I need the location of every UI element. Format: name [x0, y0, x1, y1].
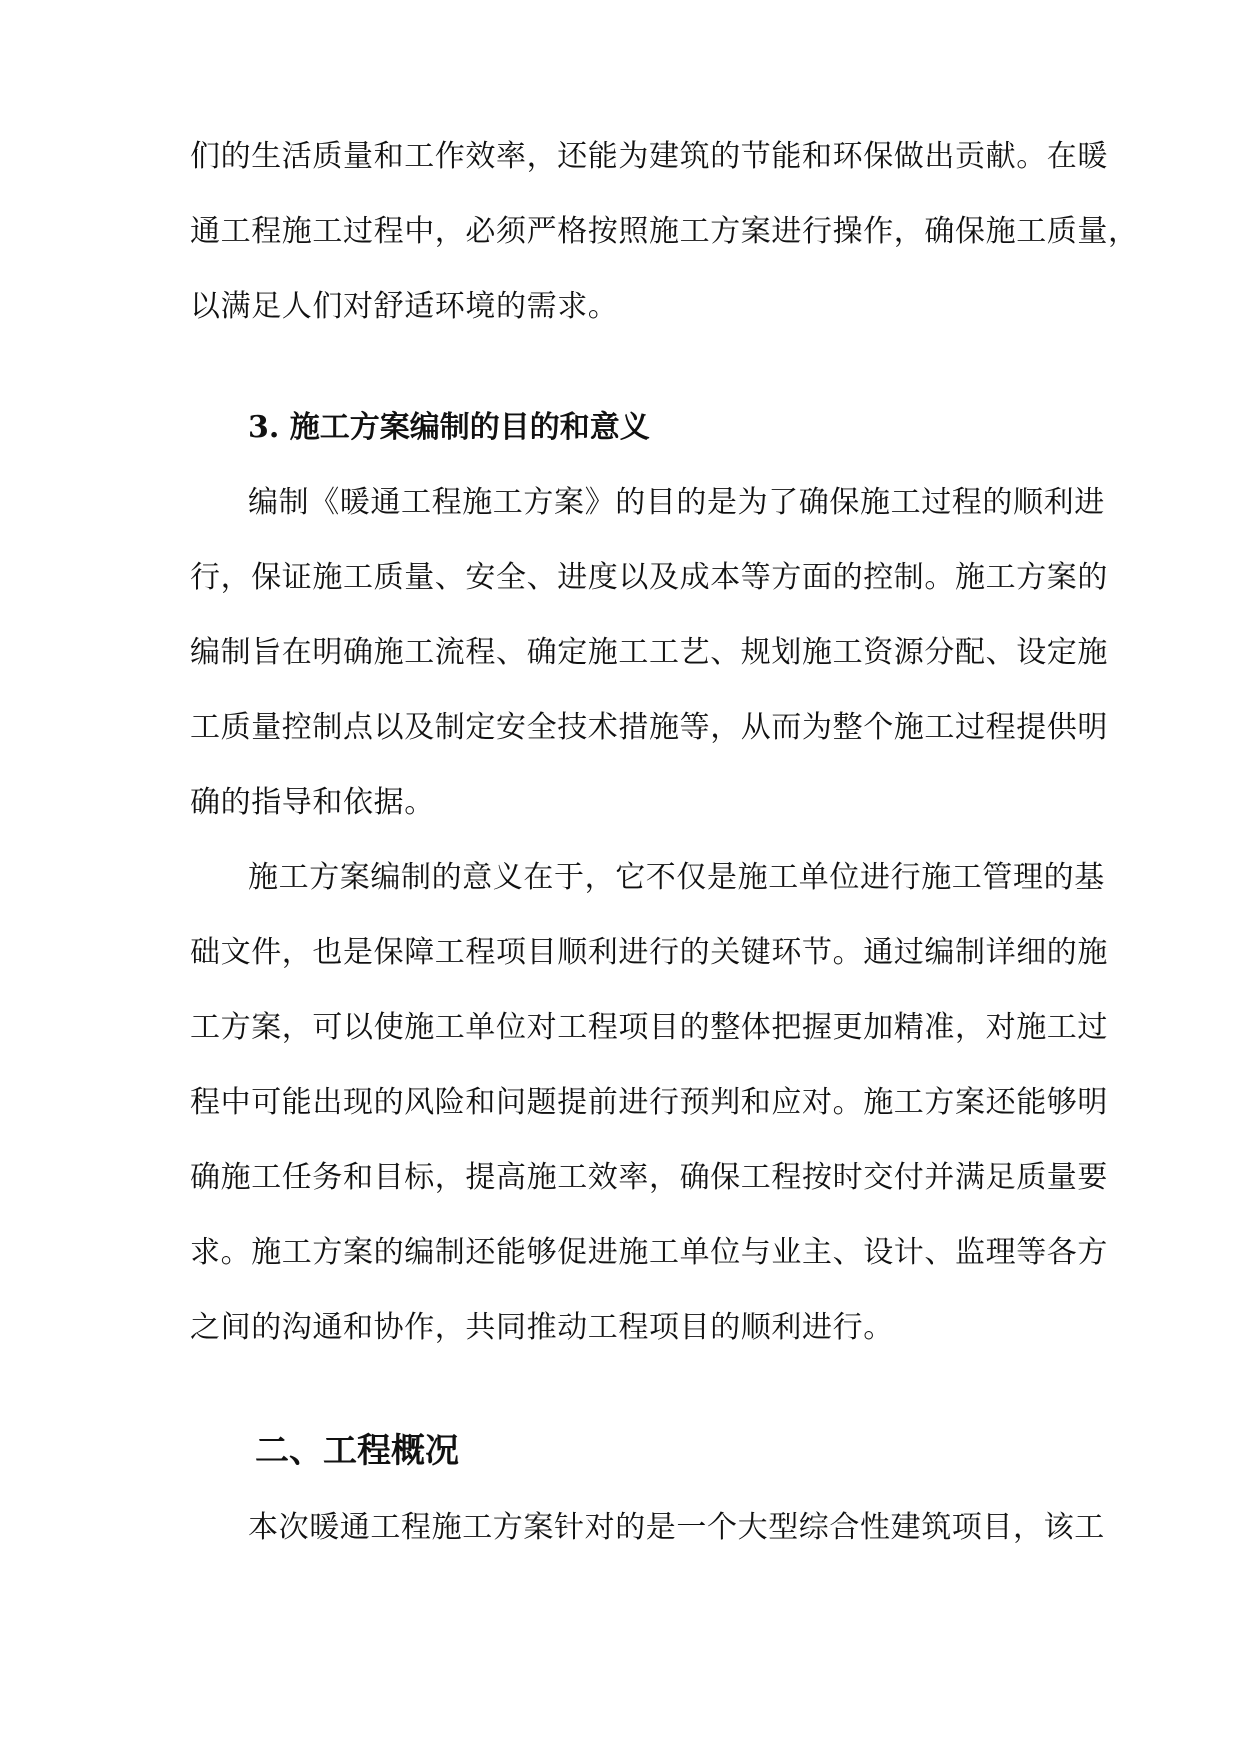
intro-line-1: 们的生活质量和工作效率，还能为建筑的节能和环保做出贡献。在暖	[190, 139, 1108, 174]
s3-p1-line-2: 行，保证施工质量、安全、进度以及成本等方面的控制。施工方案的	[190, 560, 1108, 595]
s3-p2-line-2: 础文件，也是保障工程项目顺利进行的关键环节。通过编制详细的施	[190, 935, 1108, 970]
section-2-heading: 二、工程概况	[255, 1431, 459, 1471]
s3-p1-line-5: 确的指导和依据。	[190, 785, 435, 820]
s3-p1-line-4: 工质量控制点以及制定安全技术措施等，从而为整个施工过程提供明	[190, 710, 1108, 745]
s3-p2-line-7: 之间的沟通和协作，共同推动工程项目的顺利进行。	[190, 1310, 894, 1345]
s3-p2-line-6: 求。施工方案的编制还能够促进施工单位与业主、设计、监理等各方	[190, 1235, 1108, 1270]
s3-p2-line-3: 工方案，可以使施工单位对工程项目的整体把握更加精准，对施工过	[190, 1010, 1108, 1045]
s3-p1-line-1: 编制《暖通工程施工方案》的目的是为了确保施工过程的顺利进	[248, 485, 1105, 520]
s3-p1-line-3: 编制旨在明确施工流程、确定施工工艺、规划施工资源分配、设定施	[190, 635, 1108, 670]
intro-line-2: 通工程施工过程中，必须严格按照施工方案进行操作，确保施工质量，	[190, 214, 1139, 249]
s3-p2-line-1: 施工方案编制的意义在于，它不仅是施工单位进行施工管理的基	[248, 860, 1105, 895]
s3-p2-line-5: 确施工任务和目标，提高施工效率，确保工程按时交付并满足质量要	[190, 1160, 1108, 1195]
s2-p1-line-1: 本次暖通工程施工方案针对的是一个大型综合性建筑项目，该工	[248, 1510, 1105, 1545]
intro-line-3: 以满足人们对舒适环境的需求。	[190, 289, 619, 324]
section-3-heading: 3. 施工方案编制的目的和意义	[248, 410, 650, 445]
s3-p2-line-4: 程中可能出现的风险和问题提前进行预判和应对。施工方案还能够明	[190, 1085, 1108, 1120]
